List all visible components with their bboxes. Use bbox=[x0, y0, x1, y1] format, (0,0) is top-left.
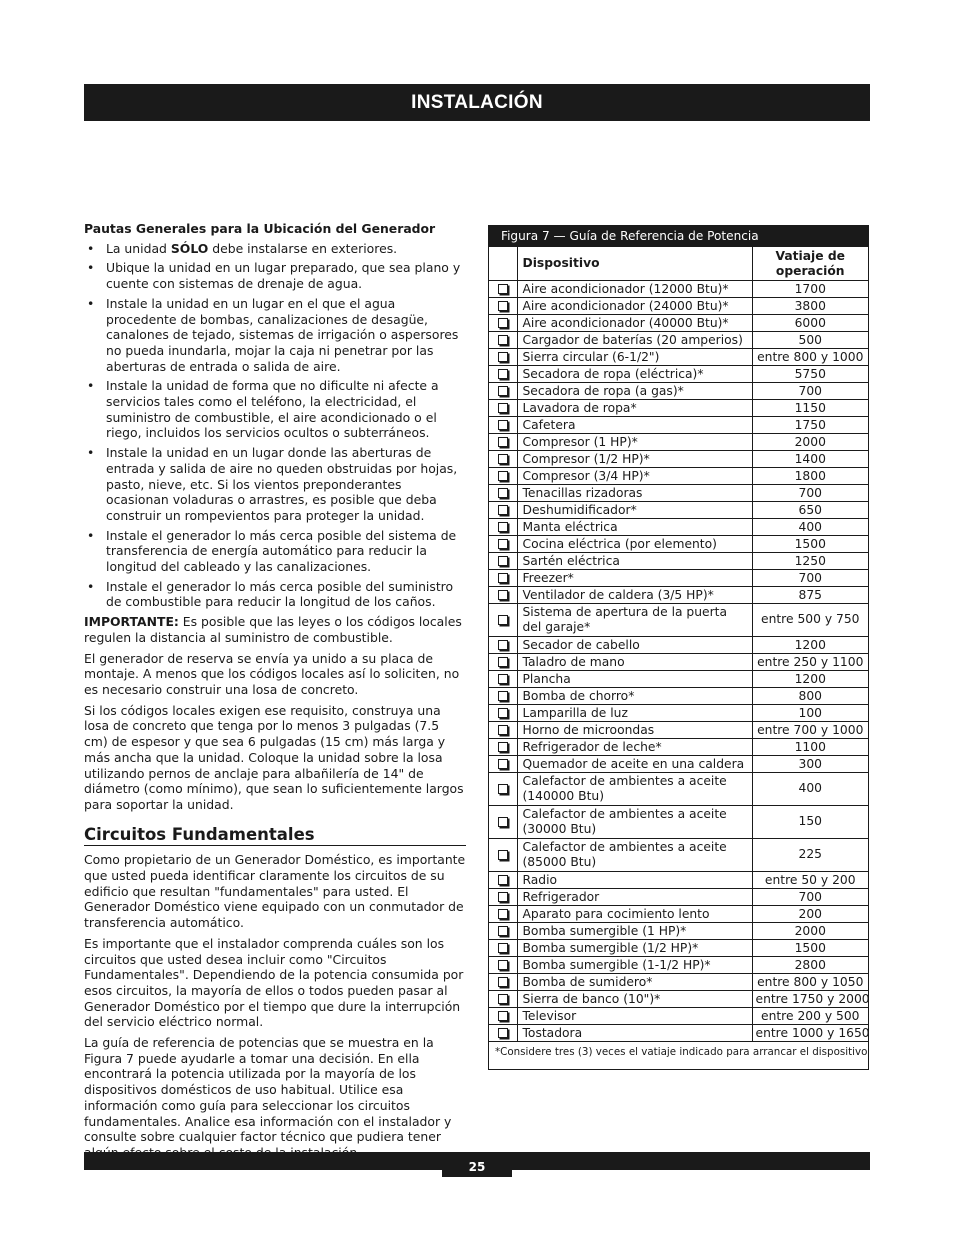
table-row bbox=[489, 705, 868, 722]
device-cell: Televisor bbox=[517, 1008, 752, 1025]
checkbox-cell bbox=[489, 400, 517, 417]
checkbox-icon bbox=[498, 943, 508, 953]
table-row bbox=[489, 434, 868, 451]
checkbox-icon bbox=[498, 284, 508, 294]
table-row bbox=[489, 332, 868, 349]
device-cell: Aire acondicionador (40000 Btu)* bbox=[517, 315, 752, 332]
device-cell: Aire acondicionador (24000 Btu)* bbox=[517, 298, 752, 315]
bullet-icon: • bbox=[87, 578, 95, 594]
checkbox-icon bbox=[498, 556, 508, 566]
table-row bbox=[489, 383, 868, 400]
important-label: IMPORTANTE: bbox=[84, 614, 179, 630]
checkbox-icon bbox=[498, 539, 508, 549]
checkbox-cell bbox=[489, 906, 517, 923]
table-row bbox=[489, 688, 868, 705]
checkbox-icon bbox=[498, 420, 508, 430]
guideline-text: La unidad bbox=[106, 240, 171, 256]
checkbox-cell bbox=[489, 940, 517, 957]
device-cell: Quemador de aceite en una caldera bbox=[517, 756, 752, 773]
device-cell: Bomba sumergible (1 HP)* bbox=[517, 923, 752, 940]
table-row bbox=[489, 671, 868, 688]
table-row bbox=[489, 451, 868, 468]
checkbox-icon bbox=[498, 960, 508, 970]
table-row bbox=[489, 906, 868, 923]
checkbox-icon bbox=[498, 471, 508, 481]
paragraph-reference-guide: La guía de referencia de potencias que se muestra en la Figura 7 puede ayudarle a tomar una decisión. En ella encontrará la potencia utilizada por la mayoría de los dispositivos domésticos de uso habitual. Utilice esa información como guía para seleccionar los circuitos fundamentales. Analice esa información con el instalador y consulte sobre cualquier factor técnico que pudiera tener bbox=[84, 1035, 452, 1145]
table-row bbox=[489, 553, 868, 570]
watts-cell: 1250 bbox=[752, 553, 868, 570]
checkbox-cell bbox=[489, 587, 517, 604]
table-row bbox=[489, 570, 868, 587]
table-row bbox=[489, 654, 868, 671]
device-cell: Secadora de ropa (eléctrica)* bbox=[517, 366, 752, 383]
table-row bbox=[489, 872, 868, 889]
watts-cell: 700 bbox=[752, 485, 868, 502]
checkbox-icon bbox=[498, 708, 508, 718]
guideline-item bbox=[84, 445, 466, 524]
checkbox-cell bbox=[489, 688, 517, 705]
checkbox-cell bbox=[489, 957, 517, 974]
figure-title: Figura 7 — Guía de Referencia de Potencia bbox=[489, 226, 868, 247]
table-header-row bbox=[489, 247, 868, 281]
checkbox-cell bbox=[489, 502, 517, 519]
checkbox-icon bbox=[498, 977, 508, 987]
watts-cell: 1200 bbox=[752, 637, 868, 654]
checkbox-cell bbox=[489, 705, 517, 722]
device-cell: Ventilador de caldera (3/5 HP)* bbox=[517, 587, 752, 604]
device-cell: Sierra de banco (10")* bbox=[517, 991, 752, 1008]
watts-cell: 1100 bbox=[752, 739, 868, 756]
device-cell: Bomba sumergible (1/2 HP)* bbox=[517, 940, 752, 957]
checkbox-icon bbox=[498, 909, 508, 919]
watts-cell: entre 500 y 750 bbox=[752, 604, 868, 637]
checkbox-cell bbox=[489, 889, 517, 906]
checkbox-cell bbox=[489, 872, 517, 889]
checkbox-cell bbox=[489, 451, 517, 468]
checkbox-icon bbox=[498, 759, 508, 769]
paragraph-mounting-plate: El generador de reserva se envía ya unido a su placa de montaje. A menos que los códigos locales así lo soliciten, no es necesario construir una losa de concreto. bbox=[84, 650, 460, 697]
watts-cell: 1800 bbox=[752, 468, 868, 485]
checkbox-icon bbox=[498, 892, 508, 902]
device-cell: Horno de microondas bbox=[517, 722, 752, 739]
guideline-item bbox=[84, 260, 466, 291]
checkbox-cell bbox=[489, 923, 517, 940]
table-row bbox=[489, 502, 868, 519]
checkbox-cell bbox=[489, 434, 517, 451]
guideline-item bbox=[84, 528, 466, 575]
device-cell: Bomba sumergible (1-1/2 HP)* bbox=[517, 957, 752, 974]
checkbox-icon bbox=[498, 573, 508, 583]
power-reference-figure bbox=[488, 225, 869, 1070]
table-row bbox=[489, 923, 868, 940]
important-paragraph bbox=[84, 614, 466, 645]
watts-cell: entre 200 y 500 bbox=[752, 1008, 868, 1025]
device-cell: Sartén eléctrica bbox=[517, 553, 752, 570]
checkbox-icon bbox=[498, 1011, 508, 1021]
watts-cell: 300 bbox=[752, 756, 868, 773]
watts-cell: entre 1000 y 1650 bbox=[752, 1025, 868, 1042]
table-row bbox=[489, 485, 868, 502]
guideline-item bbox=[84, 241, 466, 257]
device-cell: Lavadora de ropa* bbox=[517, 400, 752, 417]
device-cell: Bomba de chorro* bbox=[517, 688, 752, 705]
watts-cell: 6000 bbox=[752, 315, 868, 332]
table-row bbox=[489, 281, 868, 298]
device-cell: Cocina eléctrica (por elemento) bbox=[517, 536, 752, 553]
device-cell: Calefactor de ambientes a aceite (30000 Btu) bbox=[517, 806, 752, 839]
table-row bbox=[489, 315, 868, 332]
table-row bbox=[489, 536, 868, 553]
device-cell: Tenacillas rizadoras bbox=[517, 485, 752, 502]
table-row bbox=[489, 637, 868, 654]
checkbox-icon bbox=[498, 725, 508, 735]
watts-cell: 1500 bbox=[752, 536, 868, 553]
checkbox-icon bbox=[498, 615, 508, 625]
bullet-icon: • bbox=[87, 240, 95, 256]
checkbox-cell bbox=[489, 315, 517, 332]
checkbox-icon bbox=[498, 352, 508, 362]
guideline-item bbox=[84, 296, 466, 375]
watts-cell: entre 50 y 200 bbox=[752, 872, 868, 889]
watts-cell: 700 bbox=[752, 570, 868, 587]
table-row bbox=[489, 889, 868, 906]
checkbox-icon bbox=[498, 454, 508, 464]
watts-cell: 225 bbox=[752, 839, 868, 872]
watts-cell: 400 bbox=[752, 519, 868, 536]
watts-cell: entre 800 y 1000 bbox=[752, 349, 868, 366]
checkbox-icon bbox=[498, 784, 508, 794]
checkbox-cell bbox=[489, 974, 517, 991]
guideline-text: Instale la unidad en un lugar en el que el agua procedente de bombas, canalizaciones de desagüe, canalones de tejado, sistemas de irrigación o aspersores no pueda inundarla, mojar la caja ni penetrar por las aberturas de entrada o salida de aire. bbox=[106, 295, 459, 374]
checkbox-icon bbox=[498, 369, 508, 379]
device-cell: Refrigerador de leche* bbox=[517, 739, 752, 756]
watts-cell: 3800 bbox=[752, 298, 868, 315]
checkbox-icon bbox=[498, 875, 508, 885]
checkbox-cell bbox=[489, 468, 517, 485]
checkbox-cell bbox=[489, 383, 517, 400]
bullet-icon: • bbox=[87, 295, 95, 311]
guideline-text: Instale el generador lo más cerca posible del suministro de combustible para reducir la longitud de los caños. bbox=[106, 578, 454, 610]
bullet-icon: • bbox=[87, 527, 95, 543]
watts-cell: 400 bbox=[752, 773, 868, 806]
checkbox-cell bbox=[489, 570, 517, 587]
table-row bbox=[489, 519, 868, 536]
checkbox-cell bbox=[489, 604, 517, 637]
watts-cell: entre 1750 y 2000 bbox=[752, 991, 868, 1008]
checkbox-icon bbox=[498, 505, 508, 515]
heading-circuitos-fundamentales: Circuitos Fundamentales bbox=[84, 827, 466, 847]
watts-cell: 1500 bbox=[752, 940, 868, 957]
checkbox-icon bbox=[498, 590, 508, 600]
checkbox-icon bbox=[498, 403, 508, 413]
watts-cell: 1150 bbox=[752, 400, 868, 417]
device-cell: Refrigerador bbox=[517, 889, 752, 906]
watts-cell: 875 bbox=[752, 587, 868, 604]
guideline-text: Ubique la unidad en un lugar preparado, que sea plano y cuente con sistemas de drenaje de agua. bbox=[106, 260, 461, 292]
watts-cell: entre 800 y 1050 bbox=[752, 974, 868, 991]
checkbox-cell bbox=[489, 1025, 517, 1042]
paragraph-owner-circuits: Como propietario de un Generador Doméstico, es importante que usted pueda identificar claramente los circuitos de su edificio que resultan "fundamentales" para usted. El Generador Doméstico viene equipado con un conmutador de transferencia automático. bbox=[84, 852, 466, 931]
device-cell: Cargador de baterías (20 amperios) bbox=[517, 332, 752, 349]
checkbox-cell bbox=[489, 519, 517, 536]
checkbox-cell bbox=[489, 281, 517, 298]
checkbox-cell bbox=[489, 773, 517, 806]
device-cell: Aparato para cocimiento lento bbox=[517, 906, 752, 923]
checkbox-cell bbox=[489, 417, 517, 434]
important-text: Es posible que las leyes o los códigos locales regulen la distancia al suministro de combustible. bbox=[84, 614, 462, 645]
column-header-watts: Vatiaje de operación bbox=[752, 247, 868, 281]
device-cell: Compresor (1 HP)* bbox=[517, 434, 752, 451]
watts-cell: 700 bbox=[752, 383, 868, 400]
watts-cell: 500 bbox=[752, 332, 868, 349]
header-checkbox-cell bbox=[489, 247, 517, 281]
table-row bbox=[489, 756, 868, 773]
guideline-item bbox=[84, 579, 466, 610]
checkbox-cell bbox=[489, 553, 517, 570]
table-row bbox=[489, 839, 868, 872]
checkbox-icon bbox=[498, 640, 508, 650]
table-row bbox=[489, 298, 868, 315]
checkbox-cell bbox=[489, 722, 517, 739]
table-row bbox=[489, 468, 868, 485]
checkbox-icon bbox=[498, 522, 508, 532]
checkbox-icon bbox=[498, 994, 508, 1004]
guidelines-list bbox=[84, 241, 466, 610]
checkbox-icon bbox=[498, 817, 508, 827]
device-cell: Secadora de ropa (a gas)* bbox=[517, 383, 752, 400]
device-cell: Calefactor de ambientes a aceite (85000 Btu) bbox=[517, 839, 752, 872]
guideline-text: Instale la unidad en un lugar donde las aberturas de entrada y salida de aire no queden obstruidas por hojas, pasto, nieve, etc. Si los vientos preponderantes ocasionan voladuras o arrastres, es posible que deba construir un rompevientos para proteger la unidad. bbox=[106, 445, 458, 523]
device-cell: Aire acondicionador (12000 Btu)* bbox=[517, 281, 752, 298]
checkbox-cell bbox=[489, 739, 517, 756]
table-row bbox=[489, 1008, 868, 1025]
watts-cell: 1700 bbox=[752, 281, 868, 298]
checkbox-icon bbox=[498, 386, 508, 396]
checkbox-icon bbox=[498, 318, 508, 328]
device-cell: Compresor (1/2 HP)* bbox=[517, 451, 752, 468]
table-row bbox=[489, 974, 868, 991]
watts-cell: 5750 bbox=[752, 366, 868, 383]
checkbox-cell bbox=[489, 991, 517, 1008]
checkbox-icon bbox=[498, 488, 508, 498]
device-cell: Calefactor de ambientes a aceite (140000 Btu) bbox=[517, 773, 752, 806]
checkbox-icon bbox=[498, 437, 508, 447]
table-row bbox=[489, 739, 868, 756]
device-cell: Tostadora bbox=[517, 1025, 752, 1042]
table-row bbox=[489, 400, 868, 417]
checkbox-cell bbox=[489, 671, 517, 688]
figure-footnote: *Considere tres (3) veces el vatiaje indicado para arrancar el dispositivo bbox=[495, 1046, 868, 1058]
device-cell: Sierra circular (6-1/2") bbox=[517, 349, 752, 366]
page-header-title: INSTALACIÓN bbox=[84, 84, 870, 121]
checkbox-icon bbox=[498, 850, 508, 860]
watts-cell: 200 bbox=[752, 906, 868, 923]
watts-cell: 2000 bbox=[752, 434, 868, 451]
watts-cell: 800 bbox=[752, 688, 868, 705]
table-row bbox=[489, 587, 868, 604]
table-row bbox=[489, 773, 868, 806]
page-number: 25 bbox=[442, 1152, 512, 1177]
watts-cell: 1750 bbox=[752, 417, 868, 434]
device-cell: Secador de cabello bbox=[517, 637, 752, 654]
table-row bbox=[489, 940, 868, 957]
guideline-text: Instale el generador lo más cerca posible del sistema de transferencia de energía automático para reducir la longitud del cableado y las canalizaciones. bbox=[106, 527, 457, 575]
power-table-body bbox=[489, 281, 868, 1042]
checkbox-icon bbox=[498, 926, 508, 936]
device-cell: Lamparilla de luz bbox=[517, 705, 752, 722]
device-cell: Radio bbox=[517, 872, 752, 889]
table-row bbox=[489, 1025, 868, 1042]
checkbox-cell bbox=[489, 839, 517, 872]
bullet-icon: • bbox=[87, 445, 95, 461]
table-row bbox=[489, 417, 868, 434]
device-cell: Sistema de apertura de la puerta del garaje* bbox=[517, 604, 752, 637]
table-row bbox=[489, 604, 868, 637]
guideline-item bbox=[84, 378, 466, 441]
watts-cell: 1200 bbox=[752, 671, 868, 688]
device-cell: Plancha bbox=[517, 671, 752, 688]
checkbox-cell bbox=[489, 485, 517, 502]
checkbox-icon bbox=[498, 742, 508, 752]
device-cell: Taladro de mano bbox=[517, 654, 752, 671]
bullet-icon: • bbox=[87, 260, 95, 276]
device-cell: Deshumidificador* bbox=[517, 502, 752, 519]
watts-cell: entre 700 y 1000 bbox=[752, 722, 868, 739]
watts-cell: 100 bbox=[752, 705, 868, 722]
checkbox-icon bbox=[498, 691, 508, 701]
device-cell: Compresor (3/4 HP)* bbox=[517, 468, 752, 485]
guideline-emphasis: SÓLO bbox=[170, 240, 209, 256]
checkbox-cell bbox=[489, 637, 517, 654]
device-cell: Manta eléctrica bbox=[517, 519, 752, 536]
device-cell: Bomba de sumidero* bbox=[517, 974, 752, 991]
checkbox-icon bbox=[498, 335, 508, 345]
bullet-icon: • bbox=[87, 378, 95, 394]
device-cell: Cafetera bbox=[517, 417, 752, 434]
left-column bbox=[84, 221, 466, 1166]
column-header-device: Dispositivo bbox=[517, 247, 752, 281]
watts-cell: entre 250 y 1100 bbox=[752, 654, 868, 671]
watts-cell: 700 bbox=[752, 889, 868, 906]
checkbox-cell bbox=[489, 536, 517, 553]
watts-cell: 2800 bbox=[752, 957, 868, 974]
checkbox-cell bbox=[489, 298, 517, 315]
checkbox-cell bbox=[489, 806, 517, 839]
checkbox-cell bbox=[489, 349, 517, 366]
table-row bbox=[489, 722, 868, 739]
checkbox-cell bbox=[489, 366, 517, 383]
section-title: Pautas Generales para la Ubicación del Generador bbox=[84, 221, 436, 236]
table-row bbox=[489, 991, 868, 1008]
checkbox-cell bbox=[489, 332, 517, 349]
watts-cell: 150 bbox=[752, 806, 868, 839]
paragraph-concrete-slab: Si los códigos locales exigen ese requisito, construya una losa de concreto que tenga por lo menos 3 pulgadas (7.5 cm) de espesor y que sea 6 pulgadas (15 cm) más larga y más ancha que la unidad. Coloque la unidad sobre la losa utilizando pernos de anclaje para albañilería de 14" de diámetro (como mínimo), que sean lo suficientemente largos para soportar la unidad. bbox=[84, 702, 464, 812]
device-cell: Freezer* bbox=[517, 570, 752, 587]
checkbox-icon bbox=[498, 657, 508, 667]
paragraph-installer-circuits: Es importante que el instalador comprenda cuáles son los circuitos que usted desea incluir como "Circuitos Fundamentales". Dependiendo de la potencia consumida por esos circuitos, la mayoría de ellos o todos pueden pasar al Generador Doméstico por el tiempo que dure la interrupción del servicio eléctrico normal. bbox=[84, 935, 464, 1030]
table-row bbox=[489, 349, 868, 366]
table-row bbox=[489, 806, 868, 839]
table-row bbox=[489, 366, 868, 383]
checkbox-icon bbox=[498, 301, 508, 311]
guideline-text-tail: debe instalarse en exteriores. bbox=[208, 240, 398, 256]
watts-cell: 650 bbox=[752, 502, 868, 519]
power-table bbox=[489, 247, 868, 1042]
checkbox-cell bbox=[489, 1008, 517, 1025]
checkbox-cell bbox=[489, 756, 517, 773]
watts-cell: 1400 bbox=[752, 451, 868, 468]
watts-cell: 2000 bbox=[752, 923, 868, 940]
checkbox-cell bbox=[489, 654, 517, 671]
checkbox-icon bbox=[498, 1028, 508, 1038]
guideline-text: Instale la unidad de forma que no dificulte ni afecte a servicios tales como el teléfono, la electricidad, el suministro de combustible, el aire acondicionado o el riego, incluidos los servicios ocultos o subterráneos. bbox=[106, 378, 439, 441]
checkbox-icon bbox=[498, 674, 508, 684]
table-row bbox=[489, 957, 868, 974]
